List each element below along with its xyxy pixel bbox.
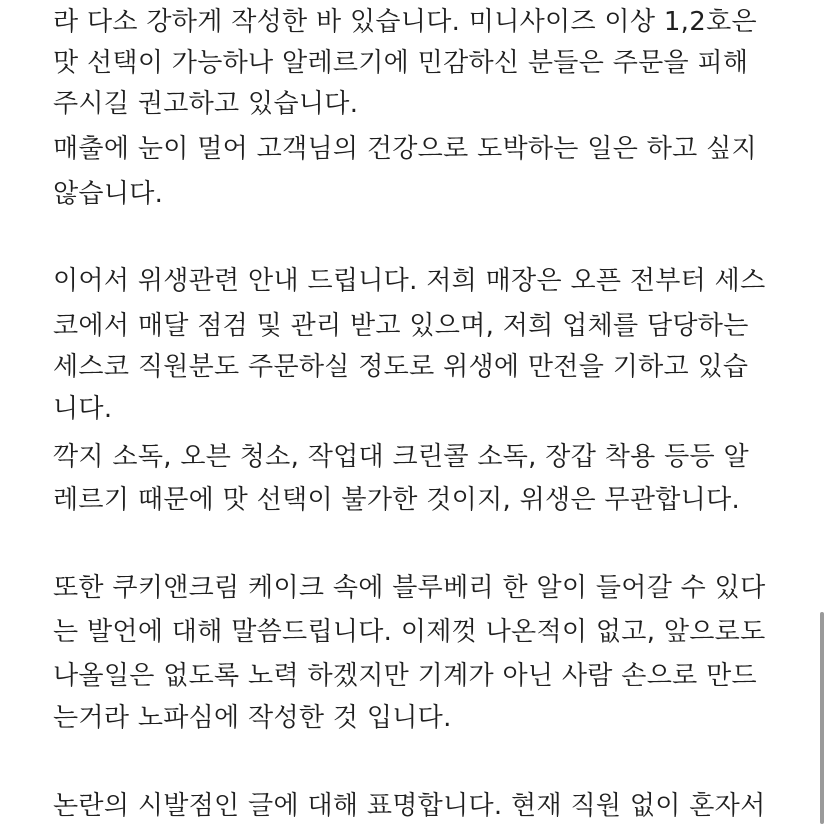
article-line: 는거라 노파심에 작성한 것 입니다. [53,703,452,733]
article-line: 는 발언에 대해 말씀드립니다. 이제껏 나온적이 없고, 앞으로도 [53,617,766,647]
article-line: 맛 선택이 가능하나 알레르기에 민감하신 분들은 주문을 피해 [53,48,749,78]
article-line: 이어서 위생관련 안내 드립니다. 저희 매장은 오픈 전부터 세스 [53,266,766,296]
article-line: 니다. [53,394,113,424]
article-line: 세스코 직원분도 주문하실 정도로 위생에 만전을 기하고 있습 [53,352,749,382]
article-line: 논란의 시발점인 글에 대해 표명합니다. 현재 직원 없이 혼자서 [53,791,766,821]
article-line: 매출에 눈이 멀어 고객님의 건강으로 도박하는 일은 하고 싶지 [53,134,757,164]
article-line: 나올일은 없도록 노력 하겠지만 기계가 아닌 사람 손으로 만드 [53,661,757,691]
article-line: 레르기 때문에 맛 선택이 불가한 것이지, 위생은 무관합니다. [53,485,741,515]
article-line: 라 다소 강하게 작성한 바 있습니다. 미니사이즈 이상 1,2호은 [53,7,757,37]
scrollbar-thumb[interactable] [820,612,824,824]
article-line: 않습니다. [53,179,164,209]
article-line: 또한 쿠키앤크림 케이크 속에 블루베리 한 알이 들어갈 수 있다 [53,573,766,603]
article-line: 깍지 소독, 오븐 청소, 작업대 크린콜 소독, 장갑 착용 등등 알 [53,442,749,472]
article-line: 코에서 매달 점검 및 관리 받고 있으며, 저희 업체를 담당하는 [53,311,749,341]
article-line: 주시길 권고하고 있습니다. [53,89,359,119]
